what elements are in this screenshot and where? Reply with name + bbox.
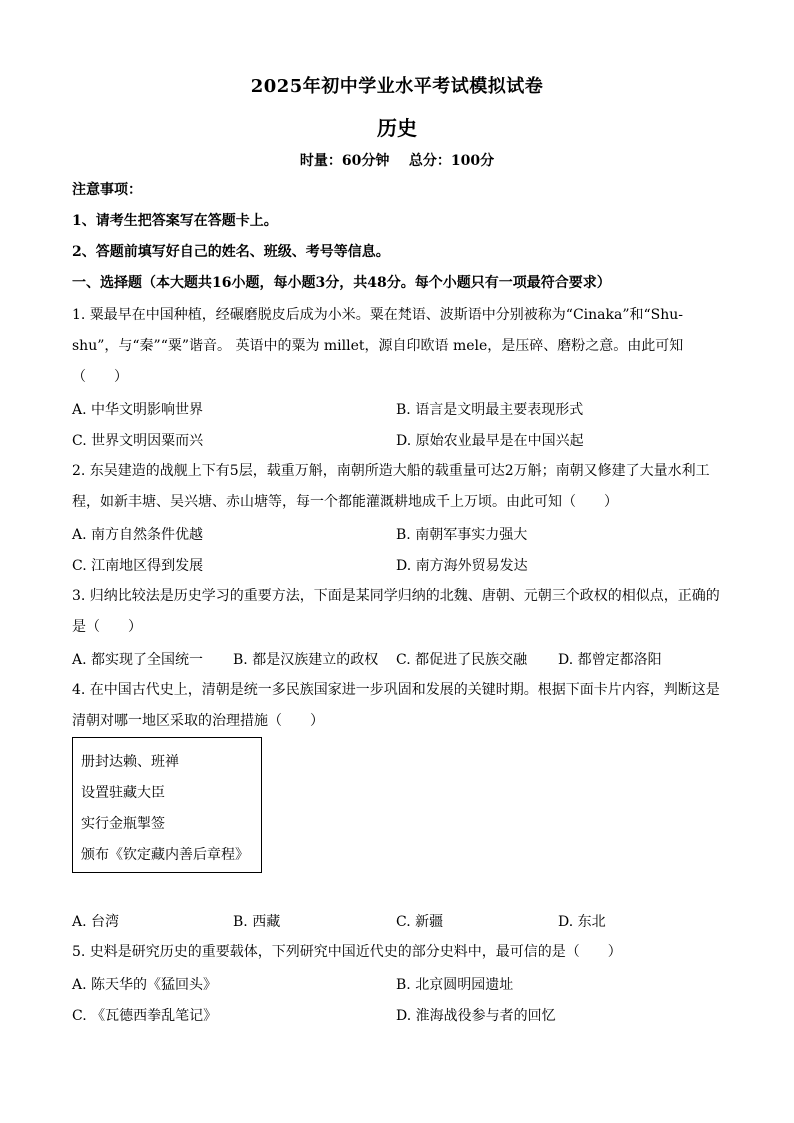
option-c[interactable]: C. 世界文明因粟而兴 — [72, 433, 204, 449]
option-d[interactable]: D. 南方海外贸易发达 — [396, 558, 528, 574]
option-b[interactable]: B. 北京圆明园遗址 — [396, 977, 514, 993]
question-line: 2. 东吴建造的战舰上下有5层，载重万斛，南朝所造大船的载重量可达2万斛；南朝又修建了大量水利工 — [72, 463, 710, 479]
card-item: 颁布《钦定藏内善后章程》 — [81, 847, 249, 863]
question-line: 5. 史料是研究历史的重要载体，下列研究中国近代史的部分史料中，最可信的是（ ） — [72, 944, 622, 960]
question-line: 程，如新丰塘、吴兴塘、赤山塘等，每一个都能灌溉耕地成千上万顷。由此可知（ ） — [72, 494, 618, 510]
question-5 — [72, 937, 724, 968]
question-line: （ ） — [72, 369, 128, 385]
question-line: 3. 归纳比较法是历史学习的重要方法，下面是某同学归纳的北魏、唐朝、元朝三个政权的相似点，正确的 — [72, 588, 720, 604]
time-score-info: 时量：60分钟 总分：100分 — [299, 153, 495, 169]
card-item: 实行金瓶掣签 — [81, 816, 165, 832]
option-c[interactable]: C. 《瓦德西拳乱笔记》 — [72, 1008, 218, 1024]
section-heading: 一、选择题（本大题共16小题，每小题3分，共48分。每个小题只有一项最符合要求） — [72, 275, 611, 291]
question-line: 4. 在中国古代史上，清朝是统一多民族国家进一步巩固和发展的关键时期。根据下面卡片内容，判断这是 — [72, 682, 720, 698]
card-item: 册封达赖、班禅 — [81, 754, 179, 770]
option-d[interactable]: D. 都曾定都洛阳 — [558, 652, 662, 668]
option-d[interactable]: D. 淮海战役参与者的回忆 — [396, 1008, 556, 1024]
exam-title: 2025年初中学业水平考试模拟试卷 — [250, 76, 544, 97]
option-a[interactable]: A. 南方自然条件优越 — [72, 527, 204, 543]
option-a[interactable]: A. 陈天华的《猛回头》 — [72, 977, 218, 993]
option-b[interactable]: B. 西藏 — [233, 914, 281, 930]
option-c[interactable]: C. 都促进了民族交融 — [396, 652, 528, 668]
question-2 — [72, 456, 724, 518]
option-c[interactable]: C. 新疆 — [396, 914, 444, 930]
option-b[interactable]: B. 语言是文明最主要表现形式 — [396, 402, 584, 418]
question-line: 是（ ） — [72, 619, 142, 635]
question-line: 清朝对哪一地区采取的治理措施（ ） — [72, 713, 324, 729]
option-c[interactable]: C. 江南地区得到发展 — [72, 558, 204, 574]
notes-item-1: 1、请考生把答案写在答题卡上。 — [72, 213, 278, 229]
question-line: 1. 粟最早在中国种植，经碾磨脱皮后成为小米。粟在梵语、波斯语中分别被称为“Cinaka”和“Shu- — [72, 307, 684, 323]
option-b[interactable]: B. 都是汉族建立的政权 — [233, 652, 379, 668]
option-a[interactable]: A. 都实现了全国统一 — [72, 652, 204, 668]
question-3 — [72, 581, 724, 643]
notes-item-2: 2、答题前填写好自己的姓名、班级、考号等信息。 — [72, 244, 390, 260]
notes-heading: 注意事项： — [72, 182, 142, 198]
subject-title: 历史 — [377, 116, 417, 140]
question-1 — [72, 300, 724, 393]
option-b[interactable]: B. 南朝军事实力强大 — [396, 527, 528, 543]
option-a[interactable]: A. 中华文明影响世界 — [72, 402, 204, 418]
card-item: 设置驻藏大臣 — [81, 785, 165, 801]
measures-card — [72, 737, 262, 873]
question-4 — [72, 675, 724, 737]
option-d[interactable]: D. 东北 — [558, 914, 606, 930]
option-d[interactable]: D. 原始农业最早是在中国兴起 — [396, 433, 584, 449]
question-line: shu”，与“秦”“粟”谐音。 英语中的粟为 millet，源自印欧语 mele，是压碎、磨粉之意。由此可知 — [72, 338, 684, 354]
option-a[interactable]: A. 台湾 — [72, 914, 120, 930]
